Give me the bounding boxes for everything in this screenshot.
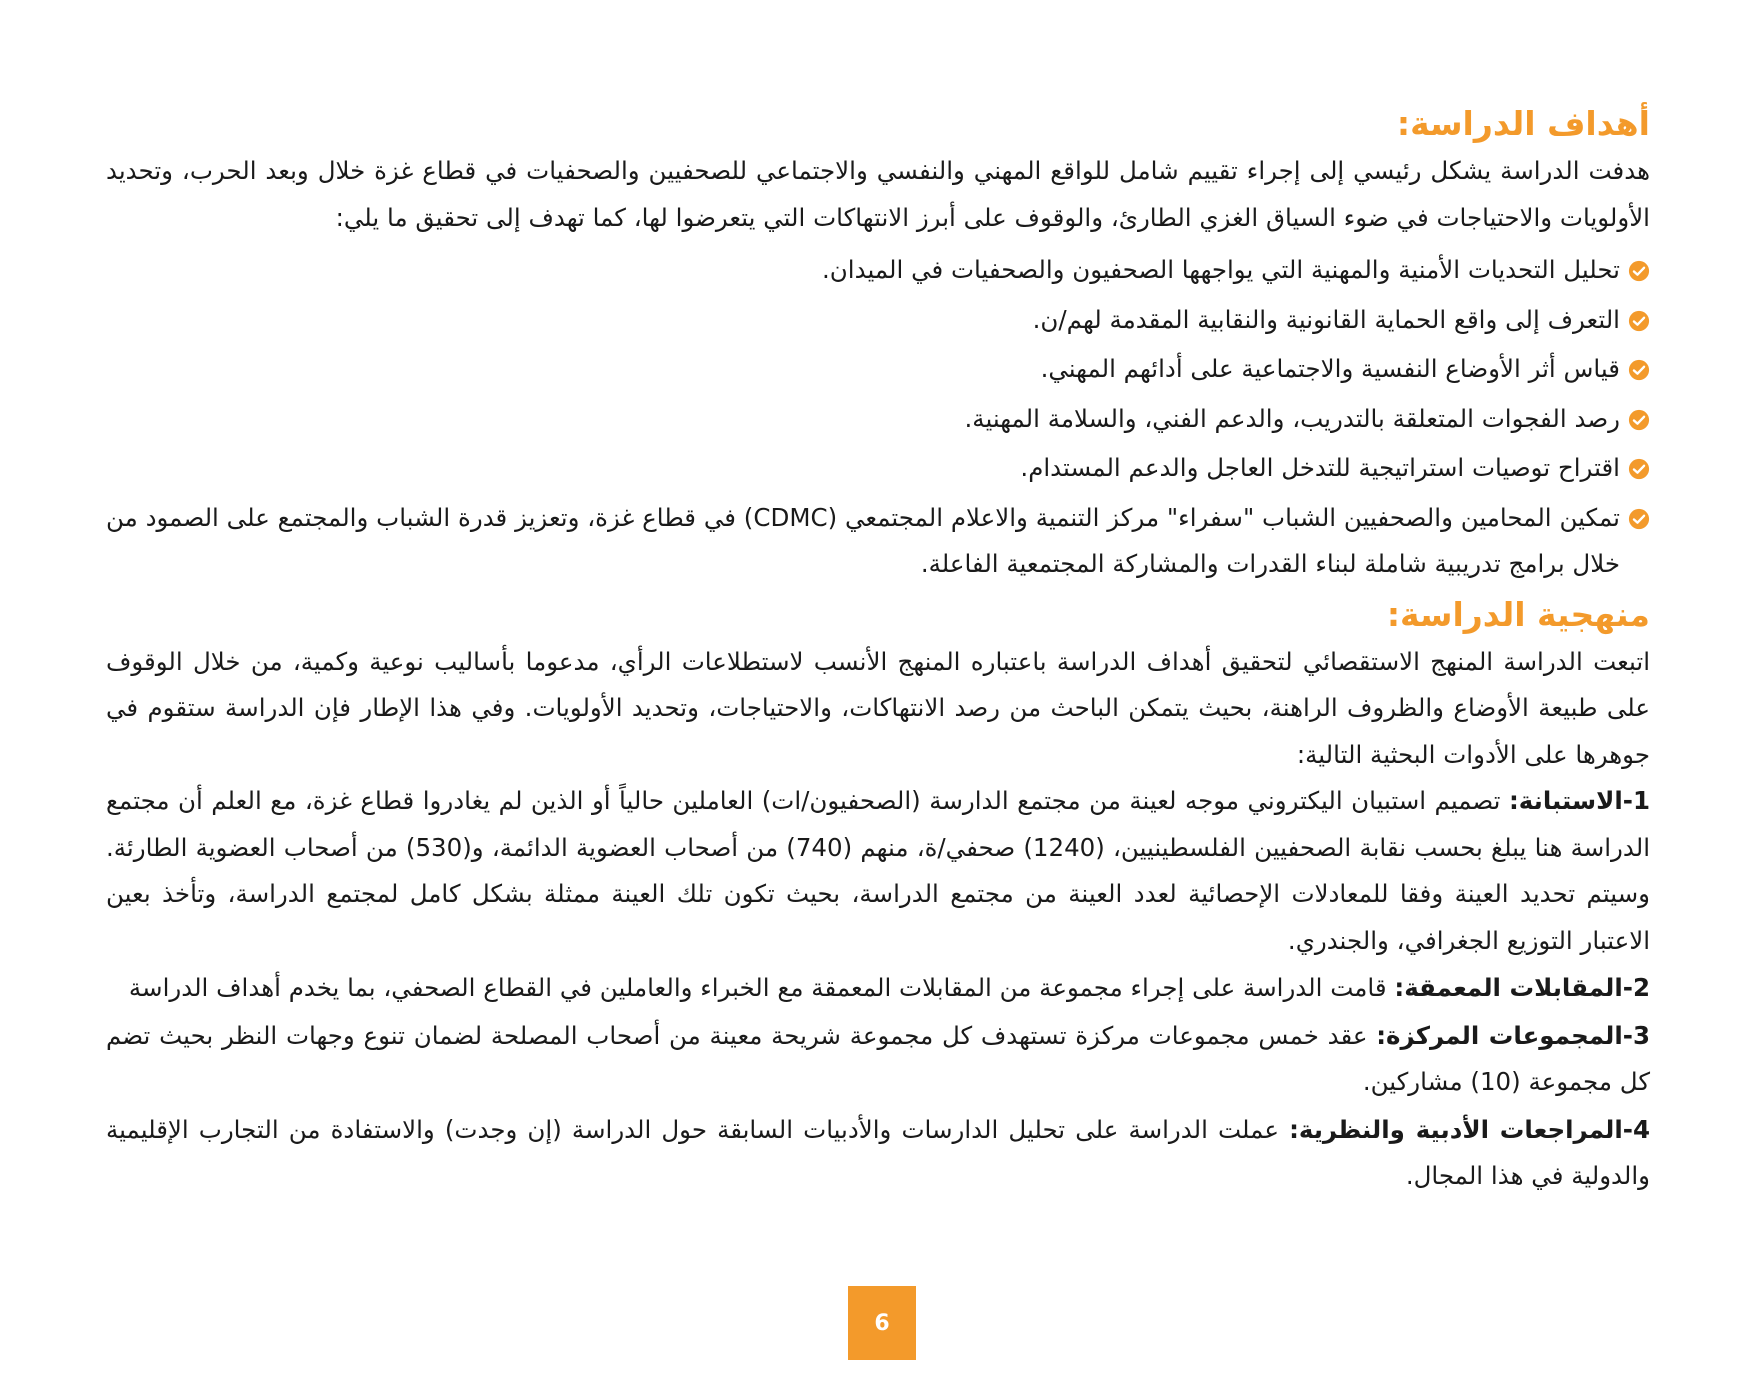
tool-text: عقد خمس مجموعات مركزة تستهدف كل مجموعة شريحة معينة من أصحاب المصلحة لضمان تنوع وجهات النظر بحيث تضم كل مجموعة (10) مشاركين. [106, 1020, 1650, 1096]
tool-text: تصميم استبيان اليكتروني موجه لعينة من مجتمع الدارسة (الصحفيون/ات) العاملين حالياً أو الذين لم يغادروا قطاع غزة، مع العلم أن مجتمع الدراسة هنا يبلغ بحسب نقابة الصحفيين الفلسطينيين، (1240) صحفي/ة، منهم (740) من أصحاب العضوية الدائمة، و(530) من أصحاب العضوية الطارئة. وسيتم تحديد العينة وفقا للمعادلات الإحصائية لعدد العينة من مجتمع الدراسة، بحيث تكون تلك العينة ممثلة بشكل كامل لمجتمع الدراسة، وتأخذ بعين الاعتبار التوزيع الجغرافي، والجندري. [106, 786, 1651, 955]
tool-item [106, 1013, 1650, 1106]
tool-item [106, 778, 1650, 964]
tool-title: 4-المراجعات الأدبية والنظرية: [1289, 1114, 1651, 1144]
check-circle-icon [1628, 458, 1650, 480]
tool-item [106, 965, 1650, 1012]
check-circle-icon [1628, 359, 1650, 381]
page-number: 6 [874, 1310, 890, 1336]
goal-item [106, 445, 1650, 492]
page-number-badge [848, 1286, 916, 1360]
objectives-heading: أهداف الدراسة: [1396, 104, 1650, 143]
tool-item [106, 1107, 1650, 1200]
goal-text: اقتراح توصيات استراتيجية للتدخل العاجل والدعم المستدام. [1020, 453, 1620, 482]
goal-item [106, 495, 1650, 588]
goal-text: التعرف إلى واقع الحماية القانونية والنقابية المقدمة لهم/ن. [1032, 304, 1620, 334]
goal-text: رصد الفجوات المتعلقة بالتدريب، والدعم الفني، والسلامة المهنية. [964, 403, 1620, 433]
goal-text: قياس أثر الأوضاع النفسية والاجتماعية على أدائهم المهني. [1040, 354, 1620, 383]
methodology-heading: منهجية الدراسة: [1386, 594, 1650, 634]
objectives-intro: هدفت الدراسة يشكل رئيسي إلى إجراء تقييم شامل للواقع المهني والنفسي والاجتماعي للصحفيين والصحفيات في قطاع غزة خلال وبعد الحرب، وتحديد الأولويات والاحتياجات في ضوء السياق الغزي الطارئ، والوقوف على أبرز الانتهاكات التي يتعرضوا لها، كما تهدف إلى تحقيق ما يلي: [106, 156, 1650, 232]
goals-list [106, 247, 1650, 588]
page-content [106, 100, 1650, 1201]
check-circle-icon [1628, 409, 1650, 431]
tool-title: 1-الاستبانة: [1508, 786, 1650, 815]
goal-item [106, 297, 1650, 344]
tool-title: 3-المجموعات المركزة: [1376, 1020, 1650, 1050]
check-circle-icon [1628, 260, 1650, 282]
check-circle-icon [1628, 508, 1650, 530]
tool-title: 2-المقابلات المعمقة: [1394, 973, 1650, 1002]
tool-text: قامت الدراسة على إجراء مجموعة من المقابلات المعمقة مع الخبراء والعاملين في القطاع الصحفي، بما يخدم أهداف الدراسة [128, 973, 1387, 1002]
methodology-intro: اتبعت الدراسة المنهج الاستقصائي لتحقيق أهداف الدراسة باعتباره المنهج الأنسب لاستطلاعات الرأي، مدعوما بأساليب نوعية وكمية، من خلال الوقوف على طبيعة الأوضاع والظروف الراهنة، بحيث يتمكن الباحث من رصد الانتهاكات، والاحتياجات، وتحديد الأولويات. وفي هذا الإطار فإن الدراسة ستقوم في جوهرها على الأدوات البحثية التالية: [106, 646, 1650, 769]
goal-item [106, 247, 1650, 294]
tool-text: عملت الدراسة على تحليل الدارسات والأدبيات السابقة حول الدراسة (إن وجدت) والاستفادة من التجارب الإقليمية والدولية في هذا المجال. [106, 1114, 1650, 1190]
goal-item [106, 346, 1650, 393]
goal-item [106, 396, 1650, 443]
goal-text: تمكين المحامين والصحفيين الشباب "سفراء" مركز التنمية والاعلام المجتمعي (CDMC) في قطاع غزة، وتعزيز قدرة الشباب والمجتمع على الصمود من خلال برامج تدريبية شاملة لبناء القدرات والمشاركة المجتمعية الفاعلة. [106, 502, 1620, 578]
goal-text: تحليل التحديات الأمنية والمهنية التي يواجهها الصحفيون والصحفيات في الميدان. [822, 255, 1620, 284]
check-circle-icon [1628, 310, 1650, 332]
